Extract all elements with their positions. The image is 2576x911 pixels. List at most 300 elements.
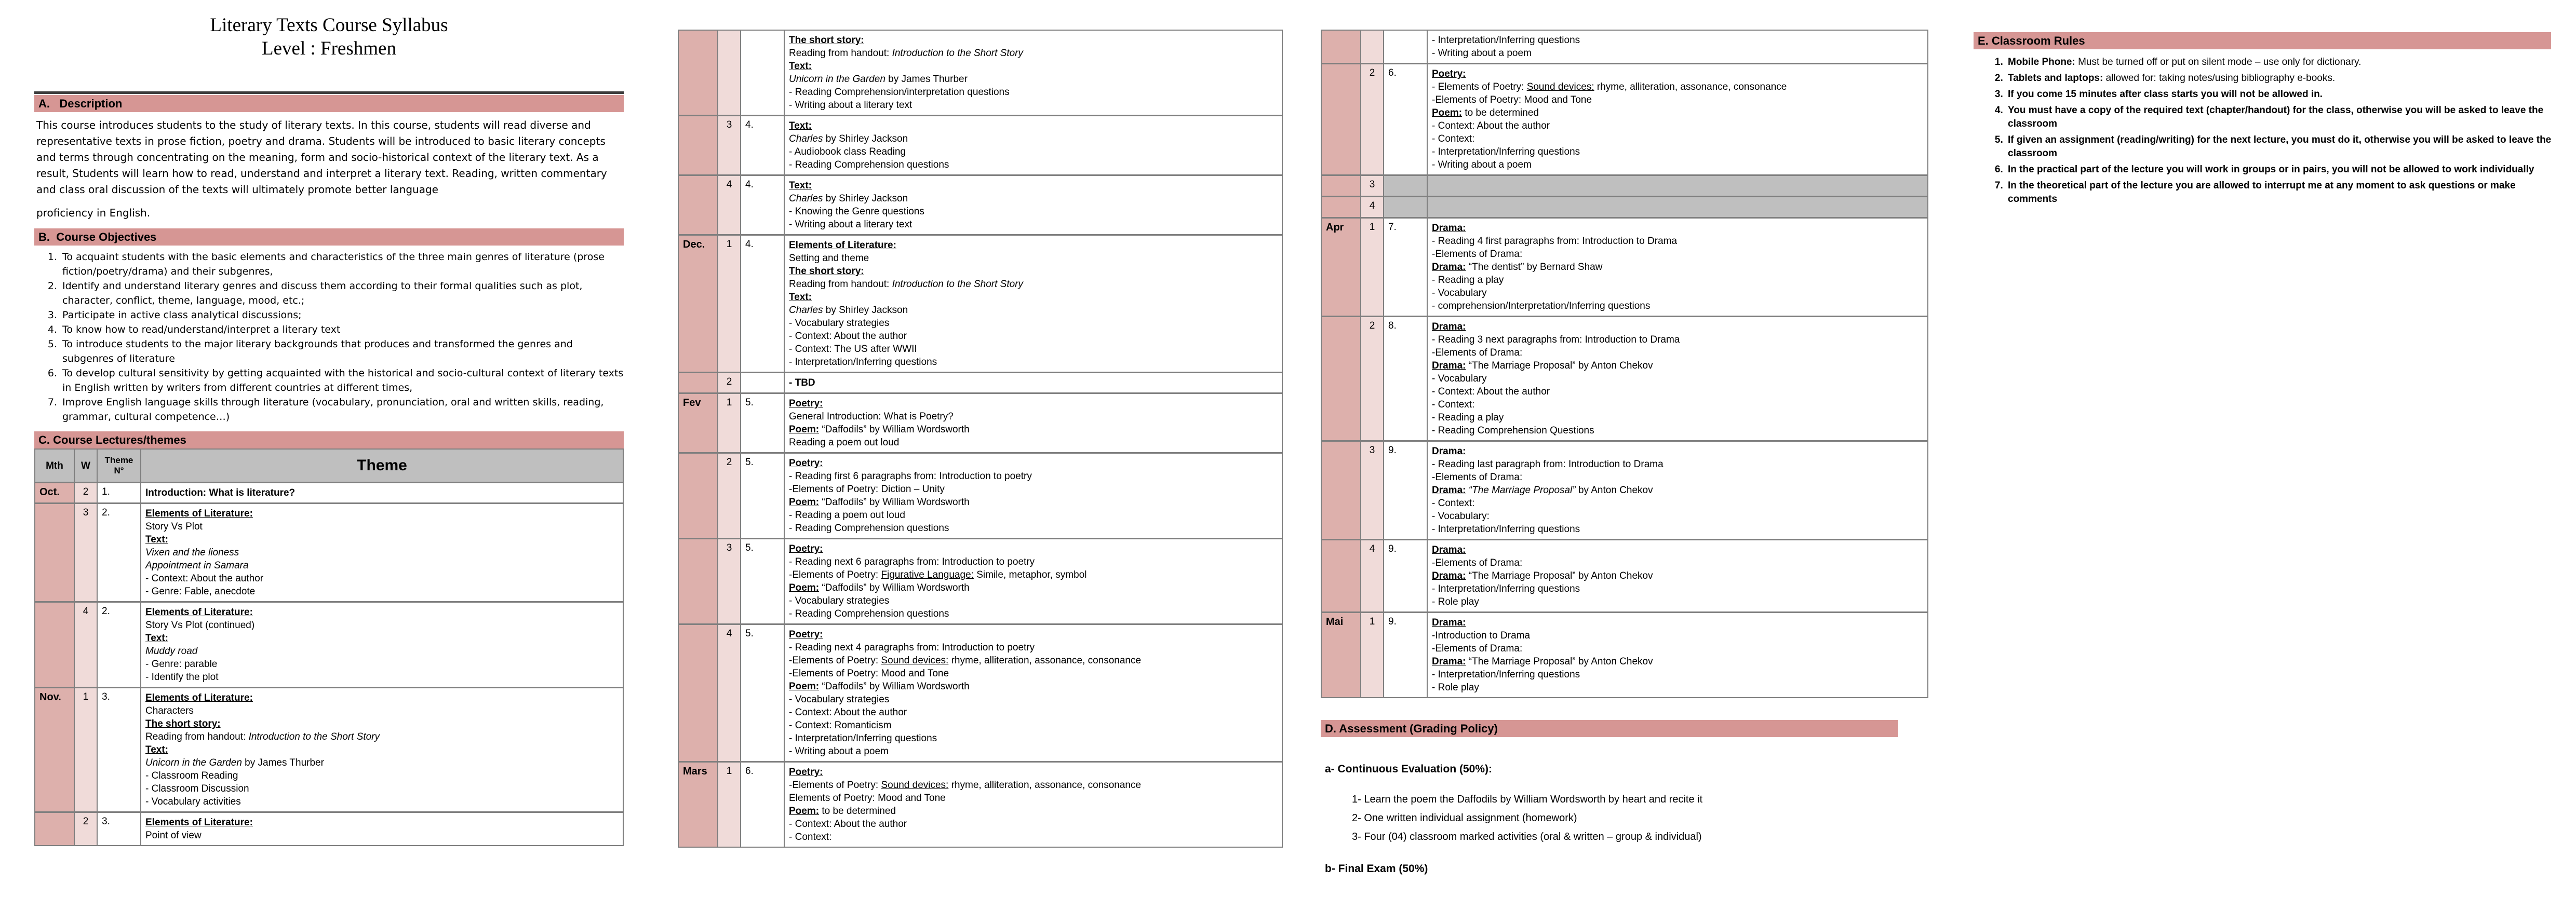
week-cell: 3 (718, 116, 741, 174)
text-segment: to be determined (819, 806, 896, 817)
text-segment: - Reading Comprehension questions (789, 523, 949, 534)
text-segment: Setting and theme (789, 253, 869, 264)
text-segment: - TBD (789, 377, 815, 388)
page-3 (1321, 30, 1928, 875)
text-segment: Drama: (1432, 262, 1466, 273)
month-cell (679, 373, 718, 392)
page-2 (678, 30, 1283, 848)
theme-line (1432, 543, 1923, 556)
theme-line (789, 60, 1278, 73)
text-segment: - Vocabulary: (1432, 511, 1490, 522)
lectures-table-page3 (1321, 30, 1928, 698)
theme-line (1432, 523, 1923, 536)
text-segment: Drama: (1432, 656, 1466, 667)
month-cell (1322, 64, 1361, 174)
theme-line (1432, 235, 1923, 248)
text-segment: - Role play (1432, 596, 1479, 607)
text-segment: -Elements of Drama: (1432, 472, 1523, 483)
text-segment: Unicorn in the Garden (145, 757, 242, 768)
theme-line (789, 457, 1278, 470)
section-d-heading: D. Assessment (Grading Policy) (1321, 720, 1898, 737)
theme-line (789, 483, 1278, 496)
text-segment: Drama: (1432, 485, 1466, 496)
header-theme: Theme (141, 450, 623, 482)
theme-line (789, 745, 1278, 758)
week-cell: 3 (718, 539, 741, 623)
month-cell: Apr (1322, 219, 1361, 316)
theme-line (145, 829, 619, 842)
table-row (679, 625, 1282, 763)
text-segment: “Daffodils” by William Wordsworth (819, 497, 970, 508)
lectures-table-page1 (34, 448, 624, 846)
theme-cell (141, 813, 623, 845)
text-segment: In the theoretical part of the lecture you are allowed to interrupt me at any moment to ask questions or make comments (2008, 180, 2516, 205)
theme-line (789, 278, 1278, 291)
month-cell (35, 603, 75, 687)
theme-line (145, 507, 619, 520)
text-segment: - Writing about a literary text (789, 219, 913, 230)
text-segment: Introduction to the Short Story (892, 279, 1023, 290)
month-cell (35, 504, 75, 601)
text-segment: - Context: About the author (789, 819, 907, 830)
theme-line (145, 769, 619, 782)
theme-line (789, 356, 1278, 369)
theme-line (145, 691, 619, 704)
theme-number-cell (741, 373, 785, 392)
theme-line (789, 47, 1278, 60)
month-cell: Oct. (35, 483, 75, 502)
theme-line (145, 585, 619, 598)
text-segment: - Reading Comprehension questions (789, 608, 949, 619)
text-segment: - Vocabulary strategies (789, 595, 890, 606)
objective-item: 6. To develop cultural sensitivity by getting acquainted with the historical and socio-cultural context of literary texts in English written by writers from different countries at different times, (60, 366, 624, 395)
text-segment: The short story: (789, 35, 864, 46)
theme-line (145, 533, 619, 546)
week-cell: 1 (1361, 219, 1384, 316)
theme-line (1432, 497, 1923, 510)
theme-line (1432, 445, 1923, 458)
theme-line (789, 831, 1278, 844)
text-segment: - Interpretation/Inferring questions (789, 733, 937, 744)
theme-number-cell: 5. (741, 625, 785, 761)
header-week: W (75, 450, 98, 482)
text-segment: - Audiobook class Reading (789, 146, 906, 157)
text-segment: - Context: About the author (789, 331, 907, 342)
theme-line (1432, 274, 1923, 287)
text-segment: Drama: (1432, 545, 1466, 555)
section-a-heading: A. Description (34, 95, 624, 112)
table-row (35, 688, 623, 813)
text-segment: “The Marriage Proposal” by Anton Chekov (1466, 570, 1653, 581)
text-segment: Poetry: (789, 398, 823, 409)
theme-number-cell: 9. (1384, 613, 1428, 697)
objective-item: 7. Improve English language skills through literature (vocabulary, pronunciation, oral and written skills, reading, grammar, cultural competence…) (60, 395, 624, 424)
text-segment: - Vocabulary strategies (789, 318, 890, 329)
text-segment: - comprehension/Interpretation/Inferring questions (1432, 301, 1651, 311)
text-segment: - Writing about a literary text (789, 100, 913, 111)
theme-line (145, 606, 619, 619)
text-segment: - Reading a play (1432, 412, 1504, 423)
text-segment: -Elements of Drama: (1432, 643, 1523, 654)
theme-line (145, 756, 619, 769)
theme-line (789, 706, 1278, 719)
month-cell (1322, 442, 1361, 539)
theme-line (789, 693, 1278, 706)
theme-line (789, 192, 1278, 205)
text-segment: “The Marriage Proposal” by Anton Chekov (1466, 656, 1653, 667)
text-segment: - Identify the plot (145, 672, 219, 683)
table-row (1322, 540, 1927, 613)
text-segment: - Role play (1432, 682, 1479, 693)
text-segment: - Interpretation/Inferring questions (1432, 35, 1580, 46)
lectures-table-page2 (678, 30, 1283, 848)
text-segment: - Context: Romanticism (789, 720, 892, 731)
theme-line (145, 632, 619, 645)
theme-cell (785, 763, 1282, 847)
course-objectives-list (34, 250, 624, 424)
month-cell (679, 176, 718, 234)
text-segment: “Daffodils” by William Wordsworth (819, 582, 970, 593)
course-description (36, 117, 622, 221)
text-segment: - Classroom Discussion (145, 783, 249, 794)
theme-line (1432, 582, 1923, 595)
theme-line (1432, 287, 1923, 300)
text-segment: Story Vs Plot (145, 521, 203, 532)
theme-line (789, 719, 1278, 732)
theme-line (789, 330, 1278, 343)
month-cell: Mars (679, 763, 718, 847)
theme-line (145, 572, 619, 585)
theme-number-cell: 6. (741, 763, 785, 847)
theme-line (789, 732, 1278, 745)
section-b-heading: B. Course Objectives (34, 228, 624, 246)
theme-line (789, 145, 1278, 158)
theme-line (1432, 642, 1923, 655)
theme-line (145, 559, 619, 572)
theme-line (789, 628, 1278, 641)
theme-line (789, 239, 1278, 252)
text-segment: Poem: (789, 806, 820, 817)
week-cell: 2 (75, 813, 98, 845)
assessment-item: 3- Four (04) classroom marked activities (oral & written – group & individual) (1352, 831, 1702, 842)
theme-line (789, 555, 1278, 568)
theme-line (789, 376, 1278, 389)
text-segment: “The Marriage Proposal” by Anton Chekov (1466, 360, 1653, 371)
month-cell (679, 116, 718, 174)
text-segment: The short story: (145, 718, 221, 729)
theme-number-cell: 5. (741, 539, 785, 623)
theme-cell (141, 688, 623, 811)
theme-line (1432, 320, 1923, 333)
text-segment: Figurative Language: (881, 569, 974, 580)
text-segment: -Elements of Drama: (1432, 558, 1523, 568)
theme-cell (1428, 197, 1927, 217)
text-segment: Charles (789, 133, 823, 144)
month-cell (679, 625, 718, 761)
theme-line (145, 743, 619, 756)
objective-item: 4. To know how to read/understand/interpret a literary text (60, 322, 624, 337)
text-segment: Poetry: (1432, 69, 1466, 79)
text-segment: Elements of Poetry: Mood and Tone (789, 793, 946, 804)
theme-cell (785, 394, 1282, 452)
text-segment: -Introduction to Drama (1432, 630, 1531, 641)
text-segment: - Reading a poem out loud (789, 510, 905, 521)
theme-line (789, 397, 1278, 410)
month-cell (1322, 31, 1361, 63)
month-cell: Nov. (35, 688, 75, 811)
month-cell (35, 813, 75, 845)
text-segment: Story Vs Plot (continued) (145, 620, 255, 631)
text-segment: - Writing about a poem (789, 746, 889, 757)
theme-line (789, 205, 1278, 218)
text-segment: - Reading next 4 paragraphs from: Introduction to poetry (789, 642, 1035, 653)
text-segment: - Writing about a poem (1432, 159, 1532, 170)
text-segment: rhyme, alliteration, assonance, consonance (1594, 81, 1787, 92)
theme-line (1432, 655, 1923, 668)
week-cell: 2 (75, 483, 98, 502)
classroom-rule-item (2006, 179, 2566, 206)
table-row (1322, 219, 1927, 317)
text-segment: - Context: (1432, 498, 1475, 509)
theme-line (1432, 458, 1923, 471)
text-segment: Poem: (789, 424, 820, 435)
text-segment: Drama: (1432, 223, 1466, 234)
theme-line (789, 119, 1278, 132)
page-4 (1974, 31, 2566, 209)
theme-line (1432, 595, 1923, 608)
theme-number-cell: 1. (98, 483, 141, 502)
week-cell: 4 (75, 603, 98, 687)
theme-line (1432, 158, 1923, 171)
text-segment: - Reading 4 first paragraphs from: Introduction to Drama (1432, 236, 1678, 247)
theme-line (1432, 34, 1923, 47)
classroom-rules-list (1974, 56, 2566, 206)
week-cell: 1 (718, 394, 741, 452)
theme-number-cell: 8. (1384, 317, 1428, 440)
table-row (679, 176, 1282, 236)
table-row (679, 31, 1282, 116)
month-cell: Mai (1322, 613, 1361, 697)
text-segment: Poetry: (789, 458, 823, 469)
text-segment: - Context: About the author (789, 707, 907, 718)
table-row (1322, 197, 1927, 219)
text-segment: - Context: About the author (145, 573, 264, 584)
theme-line (1432, 67, 1923, 80)
text-segment: Poem: (789, 497, 820, 508)
theme-line (789, 667, 1278, 680)
theme-line (789, 265, 1278, 278)
month-cell (1322, 197, 1361, 217)
theme-number-cell: 3. (98, 813, 141, 845)
theme-number-cell: 4. (741, 176, 785, 234)
text-segment: Drama: (1432, 617, 1466, 628)
theme-line (789, 581, 1278, 594)
objective-item: 5. To introduce students to the major literary backgrounds that produces and transformed the genres and subgenres of literature (60, 337, 624, 366)
theme-line (1432, 629, 1923, 642)
theme-line (145, 816, 619, 829)
text-segment: Charles (789, 305, 823, 316)
objective-item: 2. Identify and understand literary genres and discuss them according to their formal qualities such as plot, character, conflict, theme, language, mood, etc.; (60, 279, 624, 308)
month-cell (1322, 540, 1361, 611)
text-segment: Elements of Literature: (145, 817, 253, 828)
header-month: Mth (35, 450, 75, 482)
text-segment: - Vocabulary (1432, 288, 1487, 298)
theme-number-cell (1384, 197, 1428, 217)
text-segment: rhyme, alliteration, assonance, consonance (948, 655, 1142, 666)
classroom-rule-item (2006, 133, 2566, 160)
theme-line (789, 496, 1278, 509)
week-cell: 1 (1361, 613, 1384, 697)
text-segment: Must be turned off or put on silent mode – use only for dictionary. (2075, 57, 2362, 67)
text-segment: Text: (789, 61, 812, 72)
theme-number-cell: 5. (741, 454, 785, 538)
week-cell: 2 (718, 373, 741, 392)
table-row (1322, 442, 1927, 540)
theme-number-cell (1384, 176, 1428, 196)
text-segment: - Elements of Poetry: (1432, 81, 1527, 92)
divider-line (34, 91, 624, 94)
text-segment: Introduction: What is literature? (145, 487, 296, 498)
text-segment: -Elements of Drama: (1432, 347, 1523, 358)
theme-number-cell: 2. (98, 603, 141, 687)
theme-line (1432, 385, 1923, 398)
week-cell: 1 (718, 763, 741, 847)
theme-line (1432, 569, 1923, 582)
theme-line (1432, 681, 1923, 694)
theme-line (1432, 372, 1923, 385)
table-row (679, 116, 1282, 176)
text-segment: - Genre: parable (145, 659, 218, 670)
table-row (35, 603, 623, 688)
theme-line (145, 795, 619, 808)
objective-item: 1. To acquaint students with the basic elements and characteristics of the three main genres of literature (prose fiction/poetry/drama) and their subgenres, (60, 250, 624, 279)
theme-number-cell: 9. (1384, 540, 1428, 611)
table-row (1322, 64, 1927, 176)
text-segment: Muddy road (145, 646, 198, 657)
page-1 (34, 13, 624, 846)
theme-line (145, 645, 619, 658)
text-segment: - Vocabulary activities (145, 796, 241, 807)
theme-line (789, 436, 1278, 449)
text-segment: - Reading last paragraph from: Introduction to Drama (1432, 459, 1663, 470)
text-segment: - Context: (1432, 399, 1475, 410)
text-segment: - Interpretation/Inferring questions (789, 357, 937, 368)
text-segment: - Reading a play (1432, 275, 1504, 285)
text-segment: Drama: (1432, 570, 1466, 581)
table-row (35, 813, 623, 845)
theme-number-cell (1384, 31, 1428, 63)
theme-line (1432, 300, 1923, 312)
theme-line (789, 522, 1278, 535)
theme-line (789, 410, 1278, 423)
week-cell: 4 (1361, 540, 1384, 611)
text-segment: -Elements of Poetry: Mood and Tone (1432, 94, 1592, 105)
text-segment: “The dentist” by Bernard Shaw (1466, 262, 1603, 273)
description-paragraph: proficiency in English. (36, 207, 151, 219)
text-segment: by James Thurber (885, 74, 968, 85)
table-row (35, 483, 623, 504)
table-row (679, 454, 1282, 539)
theme-line (789, 805, 1278, 818)
theme-line (789, 99, 1278, 112)
theme-number-cell: 9. (1384, 442, 1428, 539)
table-row (679, 236, 1282, 373)
text-segment: If you come 15 minutes after class starts you will not be allowed in. (2008, 89, 2323, 100)
text-segment: - Interpretation/Inferring questions (1432, 524, 1580, 535)
classroom-rule-item (2006, 72, 2566, 85)
text-segment: Sound devices: (881, 655, 949, 666)
theme-number-cell: 2. (98, 504, 141, 601)
classroom-rule-item (2006, 88, 2566, 101)
week-cell: 4 (1361, 197, 1384, 217)
text-segment: Elements of Literature: (145, 692, 253, 703)
theme-line (789, 179, 1278, 192)
text-segment: - Interpretation/Inferring questions (1432, 669, 1580, 680)
theme-line (1432, 333, 1923, 346)
table-row (1322, 317, 1927, 442)
theme-cell (1428, 64, 1927, 174)
text-segment: Appointment in Samara (145, 560, 249, 571)
text-segment: - Vocabulary strategies (789, 694, 890, 705)
text-segment: - Reading 3 next paragraphs from: Introduction to Drama (1432, 334, 1680, 345)
text-segment: Poem: (789, 582, 820, 593)
theme-cell (785, 31, 1282, 115)
text-segment: You must have a copy of the required text (chapter/handout) for the class, otherwise you will be asked to leave the classroom (2008, 105, 2544, 129)
month-cell (1322, 176, 1361, 196)
text-segment: -Elements of Poetry: Mood and Tone (789, 668, 949, 679)
theme-number-cell: 6. (1384, 64, 1428, 174)
theme-line (789, 568, 1278, 581)
table-row (679, 539, 1282, 625)
text-segment: - Context: (1432, 133, 1475, 144)
theme-cell (141, 603, 623, 687)
table-row (679, 763, 1282, 847)
theme-cell (785, 454, 1282, 538)
text-segment: - Reading Comprehension Questions (1432, 425, 1594, 436)
text-segment: -Elements of Poetry: Diction – Unity (789, 484, 945, 495)
theme-line (145, 619, 619, 632)
theme-line (789, 607, 1278, 620)
text-segment: Sound devices: (881, 780, 949, 791)
text-segment: Reading from handout: (789, 48, 892, 59)
theme-line (789, 423, 1278, 436)
theme-line (789, 343, 1278, 356)
theme-line (1432, 346, 1923, 359)
week-cell: 3 (1361, 176, 1384, 196)
table-row (1322, 613, 1927, 697)
theme-line (1432, 398, 1923, 411)
theme-line (1432, 132, 1923, 145)
text-segment: In the practical part of the lecture you will work in groups or in pairs, you will not be allowed to work individually (2008, 164, 2534, 175)
theme-line (789, 34, 1278, 47)
text-segment: Drama: (1432, 446, 1466, 457)
page-title-line1: Literary Texts Course Syllabus (210, 15, 448, 36)
month-cell (679, 454, 718, 538)
theme-line (789, 654, 1278, 667)
text-segment: Text: (145, 744, 168, 755)
text-segment: Reading a poem out loud (789, 437, 900, 448)
theme-line (1432, 93, 1923, 106)
text-segment: - Context: The US after WWII (789, 344, 917, 355)
text-segment: Vixen and the lioness (145, 547, 239, 558)
theme-line (145, 730, 619, 743)
text-segment: Text: (789, 180, 812, 191)
text-segment: General Introduction: What is Poetry? (789, 411, 954, 422)
theme-line (145, 717, 619, 730)
week-cell: 2 (1361, 317, 1384, 440)
month-cell (679, 31, 718, 115)
text-segment: by Shirley Jackson (823, 193, 908, 204)
